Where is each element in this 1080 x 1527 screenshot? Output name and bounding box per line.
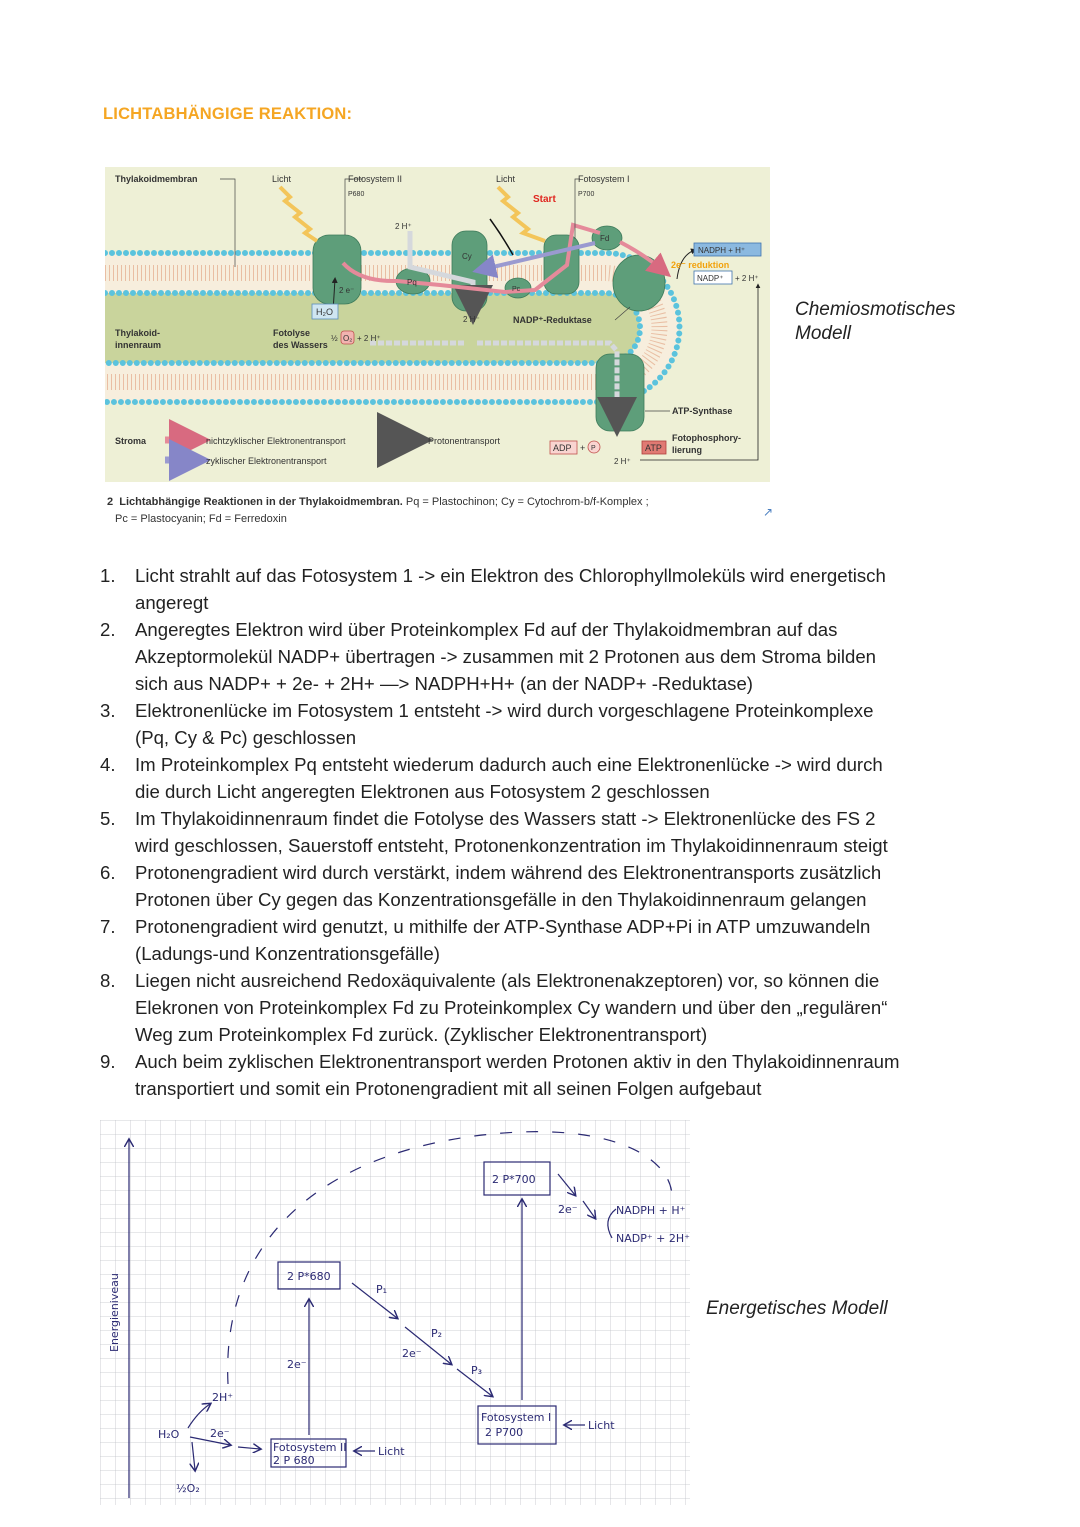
h-plus-label: 2H⁺ (212, 1391, 234, 1404)
p2-label: P₂ (431, 1327, 443, 1340)
handwritten-annotation: 2e⁻ reduktion (671, 260, 730, 270)
step-item (100, 805, 980, 859)
side-label-chemiosmotic (795, 298, 956, 346)
handwritten-start: Start (533, 194, 556, 205)
label-fd: Fd (600, 234, 610, 243)
step-text-line: angeregt (135, 592, 209, 613)
label-fotophosphorylierung: Fotophosphory- (672, 433, 741, 443)
fs1-label-2: 2 P700 (485, 1426, 524, 1439)
caption-title: Lichtabhängige Reaktionen in der Thylakoidmembran. (119, 496, 403, 508)
p1-label: P₁ (376, 1283, 388, 1296)
label-plus: + (580, 443, 586, 453)
step-item (100, 562, 980, 616)
step-item (100, 859, 980, 913)
step-text-line: Angeregtes Elektron wird über Proteinkomplex Fd auf der Thylakoidmembran auf das (135, 619, 838, 640)
step-text-line: Elekronen von Proteinkomplex Fd zu Proteinkomplex Cy wandern und über den „regulären“ (135, 997, 888, 1018)
p700-excited-label: 2 P*700 (492, 1173, 536, 1186)
step-text-line: Liegen nicht ausreichend Redoxäquivalente (als Elektronenakzeptoren) vor, so können die (135, 970, 880, 991)
caption-number: 2 (107, 496, 114, 508)
label-2h-top: 2 H⁺ (395, 222, 412, 231)
step-text-line: Im Proteinkomplex Pq entsteht wiederum dadurch auch eine Elektronenlücke -> wird durch (135, 754, 883, 775)
o2-label: ½O₂ (176, 1482, 200, 1495)
expand-icon[interactable]: ↗ (763, 505, 774, 519)
label-pq: Pq (407, 278, 417, 287)
label-half: ½ (331, 334, 338, 343)
label-thylakoid-innenraum: Thylakoid- (115, 328, 161, 338)
label-atp: ATP (645, 443, 662, 453)
steps-list (100, 562, 980, 1102)
fs2-label-2: 2 P 680 (273, 1454, 315, 1467)
step-text-line: Auch beim zyklischen Elektronentransport werden Protonen aktiv in den Thylakoidinnenraum (135, 1051, 900, 1072)
step-text-line: sich aus NADP+ + 2e- + 2H+ —> NADPH+H+ (an der NADP+ -Reduktase) (135, 673, 753, 694)
label-stroma: Stroma (115, 436, 147, 446)
step-text-line: Elektronenlücke im Fotosystem 1 entsteht -> wird durch vorgeschlagene Proteinkomplexe (135, 700, 874, 721)
label-innenraum: innenraum (115, 340, 162, 350)
label-p: P (591, 445, 596, 452)
step-item (100, 616, 980, 697)
side-label-energetic: Energetisches Modell (706, 1298, 888, 1319)
electron-label-chain: 2e⁻ (402, 1347, 422, 1360)
fs1-label-1: Fotosystem I (481, 1411, 552, 1424)
label-plus-2h-right: + 2 H⁺ (735, 274, 759, 283)
label-nadp: NADP⁺ (697, 274, 724, 283)
label-pc: Pc (512, 286, 521, 293)
step-text-line: Protonengradient wird genutzt, u mithilfe der ATP-Synthase ADP+Pi in ATP umzuwandeln (135, 916, 871, 937)
label-des-wassers: des Wassers (273, 340, 328, 350)
step-number: 5. (100, 808, 116, 829)
label-cy: Cy (462, 252, 472, 261)
step-item (100, 967, 980, 1048)
label-fotosystem-1: Fotosystem I (578, 174, 630, 184)
step-text-line: Im Thylakoidinnenraum findet die Fotolyse des Wassers statt -> Elektronenlücke des FS 2 (135, 808, 876, 829)
licht-fs1: Licht (588, 1419, 615, 1432)
label-atp-synthase: ATP-Synthase (672, 406, 733, 416)
energy-diagram (100, 1120, 690, 1505)
legend-proton-label: Protonentransport (428, 436, 501, 446)
step-item (100, 751, 980, 805)
label-thylakoidmembran: Thylakoidmembran (115, 174, 198, 184)
step-text-line: (Ladungs-und Konzentrationsgefälle) (135, 943, 440, 964)
axis-label: Energieniveau (108, 1273, 121, 1352)
label-2e: 2 e⁻ (339, 286, 355, 295)
nadp-label: NADP⁺ + 2H⁺ (616, 1232, 690, 1245)
label-o2: O₂ (343, 334, 353, 343)
electron-label-fs2: 2e⁻ (287, 1358, 307, 1371)
caption-line-2: Pc = Plastocyanin; Fd = Ferredoxin (115, 513, 287, 525)
step-item (100, 697, 980, 751)
label-fotosystem-2: Fotosystem II (348, 174, 403, 184)
label-h2o: H₂O (316, 307, 333, 317)
step-number: 2. (100, 619, 116, 640)
p680-excited-label: 2 P*680 (287, 1270, 331, 1283)
step-text-line: Licht strahlt auf das Fotosystem 1 -> ein Elektron des Chlorophyllmoleküls wird energetisch (135, 565, 886, 586)
step-number: 8. (100, 970, 116, 991)
step-number: 6. (100, 862, 116, 883)
side-label-line: Chemiosmotisches (795, 299, 956, 320)
label-2h-bottom: 2 H⁺ (614, 457, 631, 466)
step-text-line: Protonen über Cy gegen das Konzentrationsgefälle in den Thylakoidinnenraum gelangen (135, 889, 867, 910)
label-licht-2: Licht (496, 174, 516, 184)
step-number: 9. (100, 1051, 116, 1072)
label-2h-mid: 2 H⁻ (463, 315, 480, 324)
legend-nonzyclic-label: nichtzyklischer Elektronentransport (206, 436, 346, 446)
step-item (100, 1048, 980, 1102)
step-text-line: transportiert und somit ein Protonengradient mit all seinen Folgen aufgebaut (135, 1078, 762, 1099)
photosystem-1-protein (544, 235, 579, 294)
side-label-line: Modell (795, 323, 851, 344)
step-text-line: (Pq, Cy & Pc) geschlossen (135, 727, 357, 748)
figure-caption (107, 494, 649, 528)
label-fotolyse: Fotolyse (273, 328, 311, 338)
caption-text: Pq = Plastochinon; Cy = Cytochrom-b/f-Komplex ; (402, 496, 649, 508)
step-number: 3. (100, 700, 116, 721)
fs2-label-1: Fotosystem II (273, 1441, 347, 1454)
p3-label: P₃ (471, 1364, 483, 1377)
label-p680: P680 (348, 191, 365, 198)
step-number: 4. (100, 754, 116, 775)
legend-zyclic-label: zyklischer Elektronentransport (206, 456, 327, 466)
section-title: LICHTABHÄNGIGE REAKTION: (103, 105, 353, 123)
label-licht: Licht (272, 174, 292, 184)
nadph-label: NADPH + H⁺ (616, 1204, 686, 1217)
electron-label-top: 2e⁻ (558, 1203, 578, 1216)
licht-fs2: Licht (378, 1445, 405, 1458)
step-item (100, 913, 980, 967)
atp-synthase-protein (596, 354, 644, 431)
step-text-line: Akzeptormolekül NADP+ übertragen -> zusammen mit 2 Protonen aus dem Stroma bilden (135, 646, 877, 667)
step-text-line: die durch Licht angeregten Elektronen aus Fotosystem 2 geschlossen (135, 781, 710, 802)
step-text-line: Weg zum Proteinkomplex Fd zurück. (Zyklischer Elektronentransport) (135, 1024, 708, 1045)
label-adp: ADP (553, 443, 572, 453)
thylakoid-membrane-diagram (105, 167, 770, 482)
step-number: 1. (100, 565, 116, 586)
step-number: 7. (100, 916, 116, 937)
label-lierung: lierung (672, 445, 703, 455)
step-text-line: wird geschlossen, Sauerstoff entsteht, Protonenkonzentration im Thylakoidinnenraum steigt (135, 835, 888, 856)
label-plus-2h: + 2 H⁺ (357, 334, 381, 343)
label-p700: P700 (578, 191, 595, 198)
step-text-line: Protonengradient wird durch verstärkt, indem während des Elektronentransports zusätzlich (135, 862, 882, 883)
h2o-label: H₂O (158, 1428, 180, 1441)
label-nadph: NADPH + H⁺ (698, 246, 746, 255)
membrane (105, 253, 680, 402)
water-electron-label: 2e⁻ (210, 1427, 230, 1440)
label-nadp-reduktase: NADP⁺-Reduktase (513, 315, 592, 325)
